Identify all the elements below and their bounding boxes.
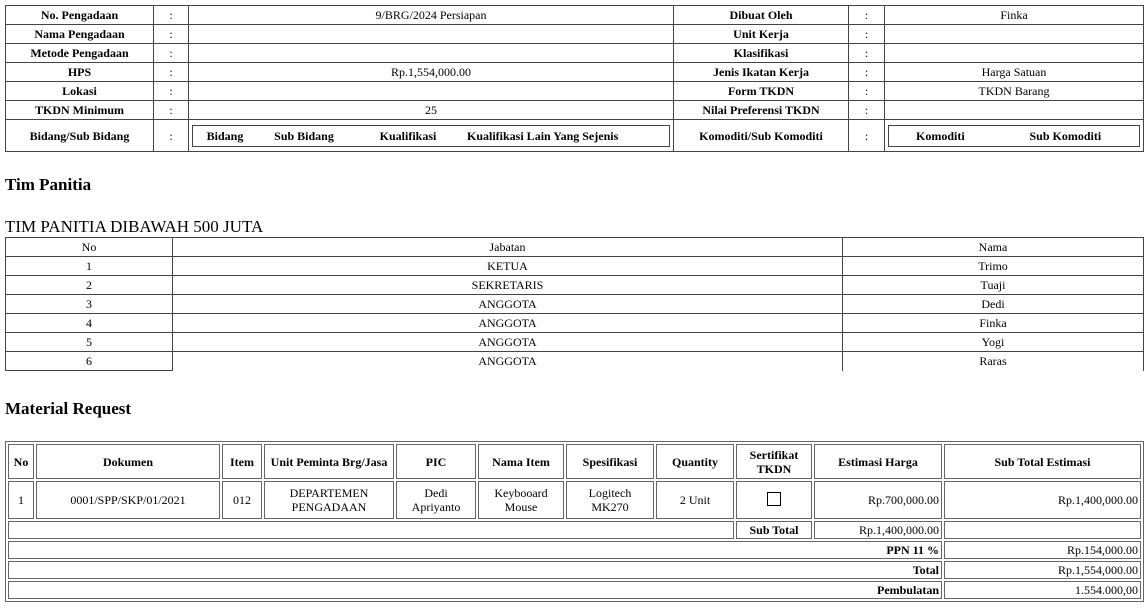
- bidang-subtable: [192, 125, 670, 147]
- panitia-no: 4: [6, 314, 173, 333]
- panitia-no: 3: [6, 295, 173, 314]
- info-value: 25: [189, 101, 674, 120]
- total-label: Total: [8, 561, 942, 579]
- info-label: Metode Pengadaan: [6, 44, 154, 63]
- info-label: Nama Pengadaan: [6, 25, 154, 44]
- colon: :: [154, 25, 189, 44]
- komoditi-subtable: [888, 125, 1140, 147]
- procurement-info-table: [5, 5, 1144, 152]
- colon: :: [849, 25, 885, 44]
- panitia-header-row: [6, 238, 1144, 257]
- info-value: [885, 101, 1144, 120]
- panitia-col-header: Nama: [843, 238, 1144, 257]
- panitia-col-header: No: [6, 238, 173, 257]
- panitia-jabatan: ANGGOTA: [173, 352, 843, 371]
- info-row-bidang: [6, 120, 1144, 152]
- panitia-no: 1: [6, 257, 173, 276]
- colon: :: [849, 63, 885, 82]
- panitia-nama: Trimo: [843, 257, 1144, 276]
- table-row: [6, 352, 1144, 371]
- cell-no: 1: [8, 481, 34, 519]
- pembulatan-label: Pembulatan: [8, 581, 942, 599]
- colon: :: [154, 6, 189, 25]
- cell-quantity: 2 Unit: [656, 481, 734, 519]
- panitia-jabatan: ANGGOTA: [173, 333, 843, 352]
- info-value: [189, 82, 674, 101]
- panitia-jabatan: ANGGOTA: [173, 314, 843, 333]
- table-row: [6, 314, 1144, 333]
- table-row: [6, 257, 1144, 276]
- bidang-col-header: Kualifikasi: [379, 128, 437, 143]
- tim-panitia-table: [5, 237, 1144, 371]
- material-request-table: [5, 441, 1144, 602]
- info-label: Lokasi: [6, 82, 154, 101]
- total-row: [8, 561, 1141, 579]
- mr-col-header: Quantity: [656, 444, 734, 479]
- info-label: Klasifikasi: [674, 44, 849, 63]
- mr-col-header: No: [8, 444, 34, 479]
- info-row: [6, 82, 1144, 101]
- bidang-col-header: Kualifikasi Lain Yang Sejenis: [467, 128, 619, 143]
- mr-col-header: PIC: [396, 444, 476, 479]
- colon: :: [849, 6, 885, 25]
- colon: :: [849, 120, 885, 152]
- info-value: Finka: [885, 6, 1144, 25]
- sub-total-spacer: [8, 521, 734, 539]
- panitia-nama: Raras: [843, 352, 1144, 371]
- ppn-row: [8, 541, 1141, 559]
- info-value: [885, 25, 1144, 44]
- panitia-nama: Finka: [843, 314, 1144, 333]
- colon: :: [849, 44, 885, 63]
- sub-total-label: Sub Total: [736, 521, 812, 539]
- cell-spesifikasi: Logitech MK270: [566, 481, 654, 519]
- bidang-col-header: Sub Bidang: [274, 128, 334, 143]
- panitia-nama: Dedi: [843, 295, 1144, 314]
- mr-col-header: Nama Item: [478, 444, 564, 479]
- panitia-no: 2: [6, 276, 173, 295]
- tim-panitia-subheading: TIM PANITIA DIBAWAH 500 JUTA: [5, 217, 264, 236]
- cell-estimasi-harga: Rp.700,000.00: [814, 481, 942, 519]
- bidang-label: Bidang/Sub Bidang: [6, 120, 154, 152]
- bidang-col-header: Bidang: [206, 128, 244, 143]
- colon: :: [849, 101, 885, 120]
- pembulatan-value: 1.554.000,00: [944, 581, 1141, 599]
- colon: :: [154, 82, 189, 101]
- colon: :: [154, 101, 189, 120]
- panitia-jabatan: KETUA: [173, 257, 843, 276]
- info-row: [6, 63, 1144, 82]
- ppn-label: PPN 11 %: [8, 541, 942, 559]
- mr-col-header: Item: [222, 444, 262, 479]
- cell-pic: Dedi Apriyanto: [396, 481, 476, 519]
- sub-total-value: Rp.1,400,000.00: [814, 521, 942, 539]
- info-value: [189, 25, 674, 44]
- total-value: Rp.1,554,000.00: [944, 561, 1141, 579]
- info-row: [6, 6, 1144, 25]
- panitia-jabatan: ANGGOTA: [173, 295, 843, 314]
- mr-col-header: Unit Peminta Brg/Jasa: [264, 444, 394, 479]
- ppn-value: Rp.154,000.00: [944, 541, 1141, 559]
- colon: :: [154, 44, 189, 63]
- komoditi-subtable-cell: [885, 120, 1144, 152]
- info-label: TKDN Minimum: [6, 101, 154, 120]
- table-row: [6, 295, 1144, 314]
- cell-dokumen: 0001/SPP/SKP/01/2021: [36, 481, 220, 519]
- cell-unit: DEPARTEMEN PENGADAAN: [264, 481, 394, 519]
- cell-sub-total-estimasi: Rp.1,400,000.00: [944, 481, 1141, 519]
- info-value: [885, 44, 1144, 63]
- mr-col-header: Sertifikat TKDN: [736, 444, 812, 479]
- bidang-subtable-cell: [189, 120, 674, 152]
- pembulatan-row: [8, 581, 1141, 599]
- mr-col-header: Dokumen: [36, 444, 220, 479]
- info-label: Nilai Preferensi TKDN: [674, 101, 849, 120]
- mr-col-header: Estimasi Harga: [814, 444, 942, 479]
- material-request-heading: Material Request: [5, 399, 132, 418]
- cell-item: 012: [222, 481, 262, 519]
- info-label: HPS: [6, 63, 154, 82]
- info-row: [6, 101, 1144, 120]
- info-label: Form TKDN: [674, 82, 849, 101]
- cell-nama-item: Keybooard Mouse: [478, 481, 564, 519]
- info-value: Rp.1,554,000.00: [189, 63, 674, 82]
- info-row: [6, 25, 1144, 44]
- info-row: [6, 44, 1144, 63]
- komoditi-label: Komoditi/Sub Komoditi: [674, 120, 849, 152]
- colon: :: [154, 63, 189, 82]
- info-label: Unit Kerja: [674, 25, 849, 44]
- panitia-col-header: Jabatan: [173, 238, 843, 257]
- komoditi-col-header: Komoditi: [915, 128, 965, 143]
- tim-panitia-heading: Tim Panitia: [5, 175, 92, 194]
- material-request-header-row: [8, 444, 1141, 479]
- panitia-no: 6: [6, 352, 173, 371]
- info-value: Harga Satuan: [885, 63, 1144, 82]
- table-row: [8, 481, 1141, 519]
- panitia-no: 5: [6, 333, 173, 352]
- info-label: No. Pengadaan: [6, 6, 154, 25]
- table-row: [6, 276, 1144, 295]
- mr-col-header: Spesifikasi: [566, 444, 654, 479]
- info-value: TKDN Barang: [885, 82, 1144, 101]
- tkdn-checkbox[interactable]: [767, 492, 781, 506]
- info-value: [189, 44, 674, 63]
- cell-sertifikat-tkdn: [736, 481, 812, 519]
- sub-total-empty: [944, 521, 1141, 539]
- komoditi-col-header: Sub Komoditi: [1029, 128, 1102, 143]
- panitia-nama: Yogi: [843, 333, 1144, 352]
- colon: :: [154, 120, 189, 152]
- colon: :: [849, 82, 885, 101]
- mr-col-header: Sub Total Estimasi: [944, 444, 1141, 479]
- info-label: Jenis Ikatan Kerja: [674, 63, 849, 82]
- table-row: [6, 333, 1144, 352]
- sub-total-row: [8, 521, 1141, 539]
- panitia-jabatan: SEKRETARIS: [173, 276, 843, 295]
- panitia-nama: Tuaji: [843, 276, 1144, 295]
- info-label: Dibuat Oleh: [674, 6, 849, 25]
- info-value: 9/BRG/2024 Persiapan: [189, 6, 674, 25]
